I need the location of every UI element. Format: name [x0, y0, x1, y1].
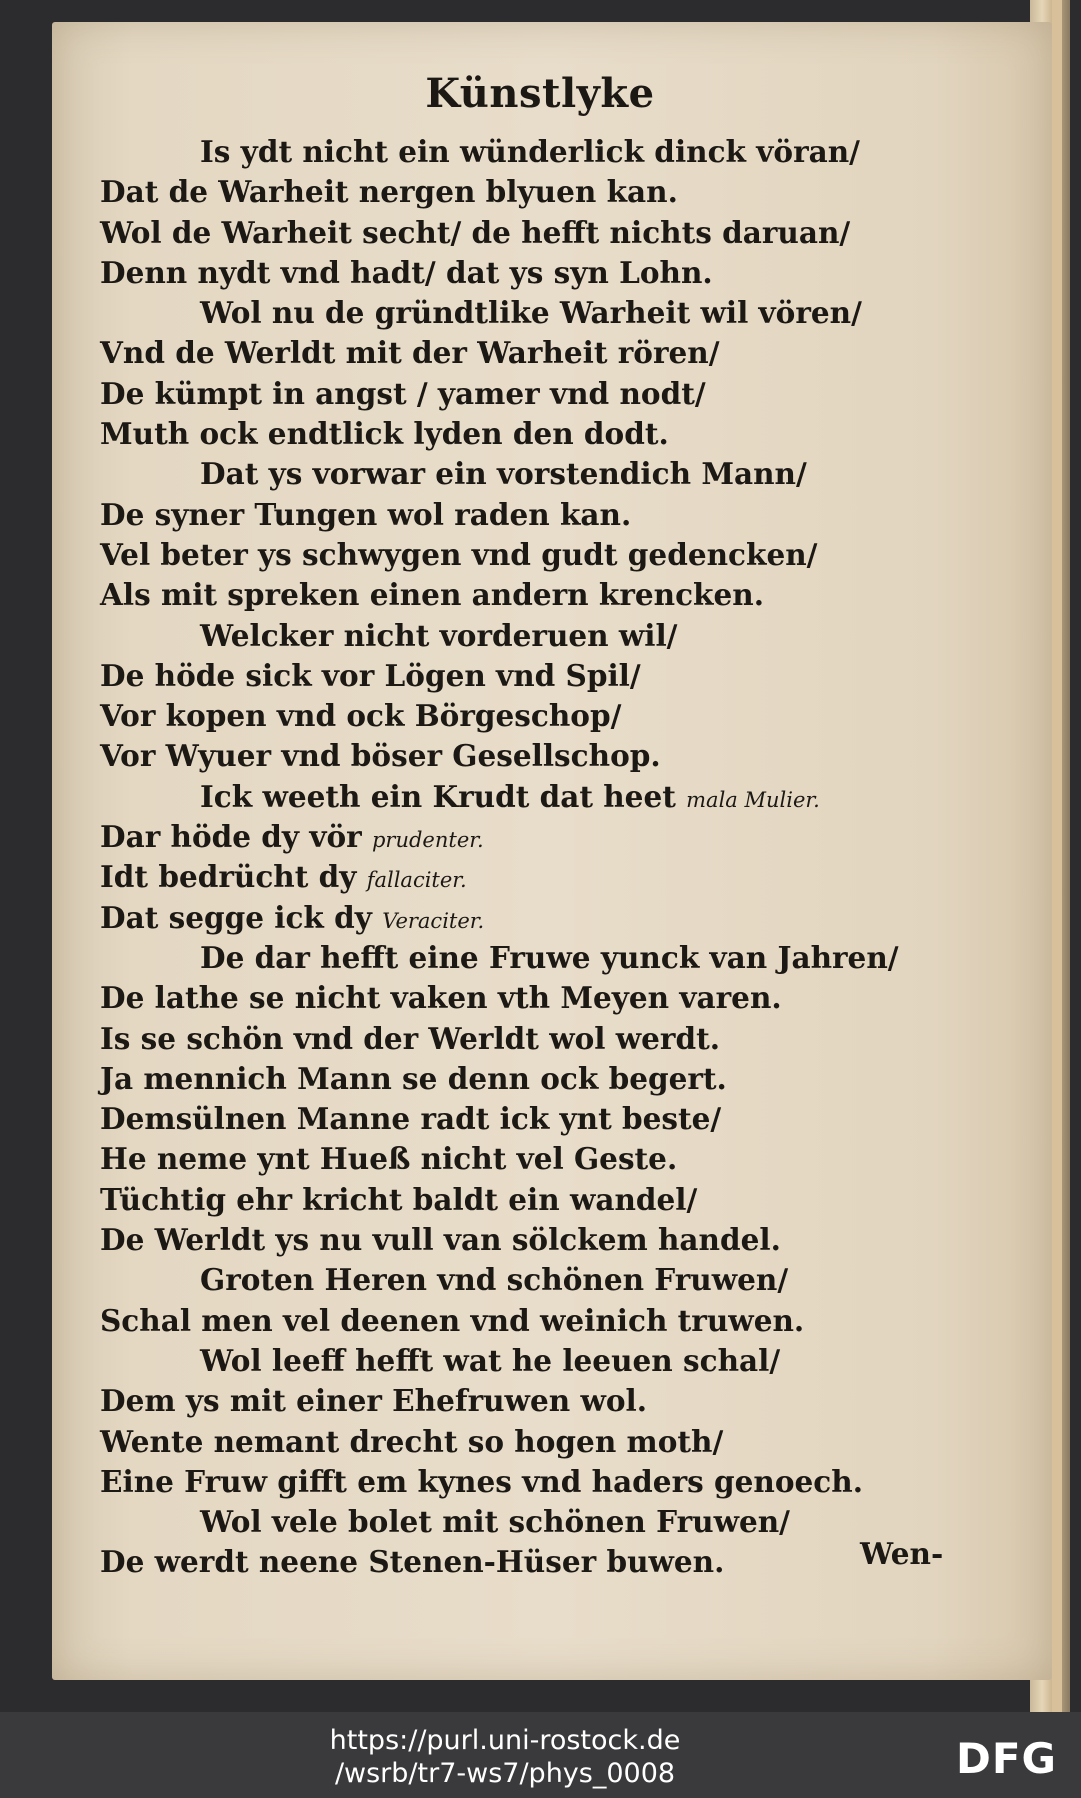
verse-line [100, 1260, 1000, 1300]
verse-line [100, 575, 1000, 615]
verse-line-text: Wol leeff hefft wat he leeuen schal/ [200, 1342, 781, 1378]
verse-line-text: Wol de Warheit secht/ de hefft nichts daruan/ [100, 214, 851, 250]
latin-word: Veraciter. [382, 908, 485, 933]
verse-line [100, 293, 1000, 333]
verse-line [100, 736, 1000, 776]
verse-line [100, 333, 1000, 373]
verse-line [100, 495, 1000, 535]
footer-bar [0, 1712, 1081, 1798]
verse-line [100, 1139, 1000, 1179]
running-head: Künstlyke [425, 70, 655, 117]
verse-line [100, 1422, 1000, 1462]
verse-line [100, 1341, 1000, 1381]
verse-line-text: Ja mennich Mann se denn ock begert. [100, 1060, 727, 1096]
verse-line-text: Idt bedrücht dy [100, 859, 357, 895]
verse-line [100, 1301, 1000, 1341]
verse-line-text: De syner Tungen wol raden kan. [100, 496, 632, 532]
verse-line-text: Wol nu de gründtlike Warheit wil vören/ [200, 295, 862, 331]
verse-line-text: De lathe se nicht vaken vth Meyen varen. [100, 980, 782, 1016]
verse-line-text: Vor Wyuer vnd böser Gesellschop. [100, 738, 661, 774]
verse-line-text: Is ydt nicht ein wünderlick dinck vöran/ [200, 134, 860, 169]
verse-line-text: Welcker nicht vorderuen wil/ [200, 617, 678, 653]
latin-word: mala Mulier. [686, 787, 820, 812]
verse-line-text: De höde sick vor Lögen vnd Spil/ [100, 657, 641, 693]
verse-text [100, 132, 1000, 1583]
verse-line-text: Als mit spreken einen andern krencken. [100, 577, 764, 613]
verse-line-text: Dat ys vorwar ein vorstendich Mann/ [200, 456, 807, 492]
verse-line [100, 1220, 1000, 1260]
verse-line-text: Vor kopen vnd ock Börgeschop/ [100, 698, 622, 734]
verse-line [100, 857, 1000, 897]
verse-line-text: Schal men vel deenen vnd weinich truwen. [100, 1302, 805, 1338]
verse-line-text: Is se schön vnd der Werldt wol werdt. [100, 1020, 720, 1056]
verse-line-text: Dar höde dy vör [100, 819, 362, 855]
verse-line [100, 898, 1000, 938]
verse-line-text: De kümpt in angst / yamer vnd nodt/ [100, 375, 706, 411]
verse-line [100, 374, 1000, 414]
verse-line [100, 535, 1000, 575]
latin-word: fallaciter. [366, 868, 467, 893]
verse-line [100, 132, 1000, 172]
verse-line-text: Ick weeth ein Krudt dat heet [200, 778, 676, 814]
verse-line-text: Muth ock endtlick lyden den dodt. [100, 416, 669, 452]
verse-line [100, 454, 1000, 494]
verse-line [100, 696, 1000, 736]
verse-line-text: Dat segge ick dy [100, 899, 372, 935]
permalink[interactable] [290, 1724, 720, 1790]
verse-line-text: Wente nemant drecht so hogen moth/ [100, 1423, 724, 1459]
verse-line [100, 253, 1000, 293]
catchword: Wen- [860, 1536, 944, 1571]
verse-line [100, 938, 1000, 978]
verse-line [100, 1059, 1000, 1099]
verse-line [100, 1180, 1000, 1220]
verse-line-text: Eine Fruw gifft em kynes vnd haders genoech. [100, 1463, 863, 1499]
verse-line [100, 616, 1000, 656]
verse-line-text: Dat de Warheit nergen blyuen kan. [100, 174, 678, 210]
verse-line [100, 978, 1000, 1018]
verse-line-text: Groten Heren vnd schönen Fruwen/ [200, 1262, 789, 1298]
verse-line [100, 213, 1000, 253]
permalink-line-1[interactable]: https://purl.uni-rostock.de [329, 1725, 681, 1756]
verse-line [100, 1099, 1000, 1139]
verse-line [100, 1019, 1000, 1059]
verse-line-text: Tüchtig ehr kricht baldt ein wandel/ [100, 1181, 698, 1217]
verse-line [100, 414, 1000, 454]
verse-line-text: Dem ys mit einer Ehefruwen wol. [100, 1383, 647, 1419]
latin-word: prudenter. [371, 828, 484, 853]
verse-line-text: Vnd de Werldt mit der Warheit rören/ [100, 335, 720, 371]
verse-line [100, 1381, 1000, 1421]
verse-line-text: Wol vele bolet mit schönen Fruwen/ [200, 1504, 790, 1540]
verse-line [100, 817, 1000, 857]
verse-line [100, 777, 1000, 817]
verse-line-text: He neme ynt Hueß nicht vel Geste. [100, 1141, 678, 1177]
binding-edge [1052, 0, 1062, 1712]
verse-line-text: Denn nydt vnd hadt/ dat ys syn Lohn. [100, 254, 713, 290]
verse-line-text: Demsülnen Manne radt ick ynt beste/ [100, 1101, 722, 1137]
dfg-logo: DFG [956, 1734, 1058, 1783]
permalink-line-2[interactable]: /wsrb/tr7-ws7/phys_0008 [334, 1758, 676, 1789]
verse-line-text: De Werldt ys nu vull van sölckem handel. [100, 1222, 781, 1258]
verse-line [100, 1462, 1000, 1502]
verse-line-text: Vel beter ys schwygen vnd gudt gedencken/ [100, 536, 818, 572]
verse-line-text: De dar hefft eine Fruwe yunck van Jahren/ [200, 939, 899, 975]
verse-line [100, 172, 1000, 212]
verse-line [100, 656, 1000, 696]
verse-line-text: De werdt neene Stenen-Hüser buwen. [100, 1544, 725, 1580]
